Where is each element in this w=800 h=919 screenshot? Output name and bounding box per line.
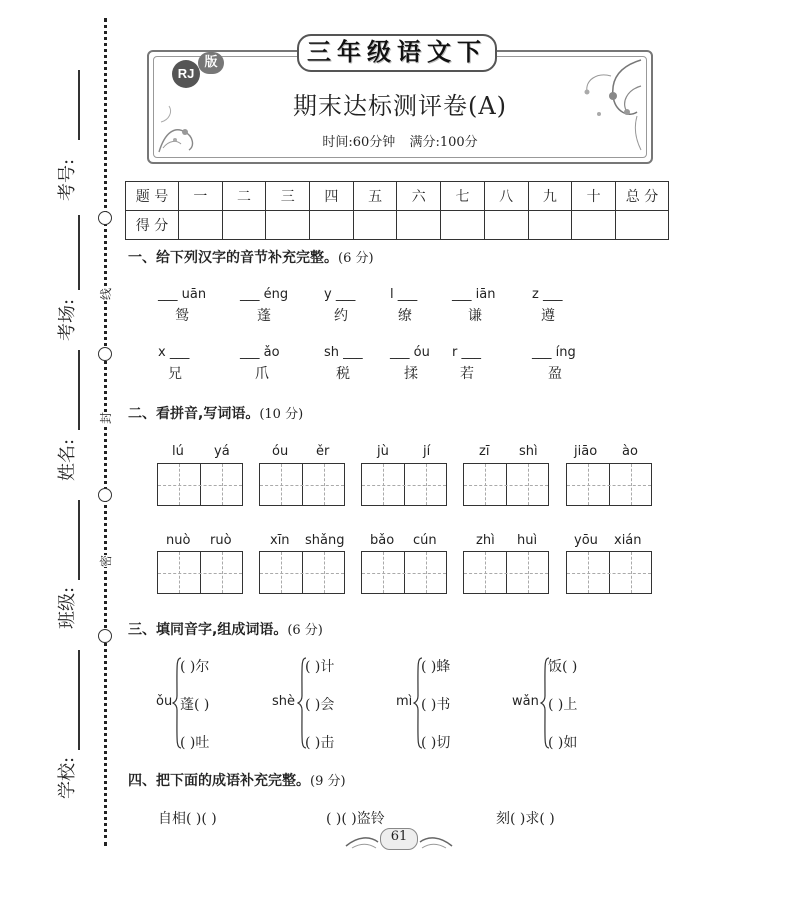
score-cell[interactable] — [222, 211, 266, 240]
question-1-text: 一、给下列汉字的音节补充完整。 — [128, 250, 338, 266]
score-table — [125, 181, 669, 240]
table-cell: 七 — [441, 182, 485, 211]
table-cell: 总 分 — [616, 182, 669, 211]
table-cell: 九 — [528, 182, 572, 211]
floral-ornament-right-icon — [541, 56, 645, 156]
exam-room-line[interactable] — [78, 215, 80, 290]
q2-pinyin: jù — [377, 444, 389, 459]
exam-number-label: 考号: — [57, 158, 78, 201]
seal-char-feng: 封 — [99, 411, 114, 425]
q1-character: 若 — [460, 366, 474, 382]
q2-writing-box[interactable] — [361, 463, 447, 506]
question-1-points: (6 分) — [338, 251, 374, 266]
q3-blank[interactable]: ( )上 — [548, 697, 578, 713]
q1-character: 揉 — [404, 366, 418, 382]
question-4-points: (9 分) — [310, 774, 346, 789]
q2-pinyin: huì — [517, 533, 538, 548]
question-2-points: (10 分) — [259, 407, 304, 422]
q2-pinyin: yá — [214, 444, 230, 459]
q3-blank[interactable]: ( )吐 — [180, 735, 210, 751]
q2-pinyin: zī — [479, 444, 490, 459]
q2-writing-box[interactable] — [463, 463, 549, 506]
q3-blank[interactable]: 蓬( ) — [180, 697, 210, 713]
q2-pinyin: óu — [272, 444, 289, 459]
q1-pinyin-blank[interactable]: z ___ — [532, 287, 563, 302]
q4-idiom-blank[interactable]: ( )( )盗铃 — [326, 811, 385, 827]
q1-pinyin-blank[interactable]: ___ iān — [452, 287, 496, 302]
score-cell[interactable] — [484, 211, 528, 240]
q2-writing-box[interactable] — [157, 463, 243, 506]
class-line[interactable] — [78, 500, 80, 580]
q3-blank[interactable]: ( )如 — [548, 735, 578, 751]
student-name-line[interactable] — [78, 350, 80, 430]
q2-pinyin: bǎo — [370, 533, 395, 548]
q2-writing-box[interactable] — [566, 551, 652, 594]
seal-dotted-line — [104, 18, 107, 846]
q2-pinyin: nuò — [166, 533, 191, 548]
q3-blank[interactable]: ( )切 — [421, 735, 451, 751]
q1-character: 约 — [334, 308, 348, 324]
q2-pinyin: jí — [423, 444, 431, 459]
q2-pinyin: shǎng — [305, 533, 345, 548]
q3-blank[interactable]: ( )书 — [421, 697, 451, 713]
q2-pinyin: cún — [413, 533, 437, 548]
score-cell[interactable] — [616, 211, 669, 240]
q4-idiom-blank[interactable]: 自相( )( ) — [158, 811, 217, 827]
score-cell[interactable] — [572, 211, 616, 240]
score-cell[interactable] — [310, 211, 354, 240]
exam-title: 期末达标测评卷(A) — [292, 92, 508, 120]
q1-character: 蓬 — [257, 308, 271, 324]
q1-pinyin-blank[interactable]: x ___ — [158, 345, 190, 360]
q1-pinyin-blank[interactable]: ___ uān — [158, 287, 207, 302]
class-label: 班级: — [57, 586, 78, 629]
question-4-text: 四、把下面的成语补充完整。 — [128, 773, 310, 789]
q1-character: 鸳 — [175, 308, 189, 324]
exam-full-score: 满分:100分 — [409, 135, 478, 150]
question-2-title — [128, 403, 303, 423]
table-cell: 三 — [266, 182, 310, 211]
q1-pinyin-blank[interactable]: l ___ — [390, 287, 418, 302]
q2-pinyin: jiāo — [574, 444, 598, 459]
score-cell[interactable] — [528, 211, 572, 240]
edition-badge-ver: 版 — [198, 52, 224, 74]
score-table-header-row — [126, 182, 669, 211]
table-cell: 二 — [222, 182, 266, 211]
binding-ring — [98, 488, 112, 502]
q1-pinyin-blank[interactable]: ___ ǎo — [240, 345, 280, 360]
score-cell[interactable] — [353, 211, 397, 240]
seal-char-line: 线 — [99, 287, 114, 301]
table-cell: 得 分 — [126, 211, 179, 240]
q3-group-pinyin: ǒu — [156, 694, 173, 709]
exam-number-line[interactable] — [78, 70, 80, 140]
question-4-title — [128, 770, 346, 790]
q1-character: 盈 — [548, 366, 562, 382]
q2-pinyin: xīn — [270, 533, 290, 548]
q1-pinyin-blank[interactable]: r ___ — [452, 345, 481, 360]
q1-pinyin-blank[interactable]: ___ íng — [532, 345, 576, 360]
q2-writing-box[interactable] — [361, 551, 447, 594]
exam-meta — [250, 131, 550, 150]
q1-pinyin-blank[interactable]: sh ___ — [324, 345, 363, 360]
q1-character: 遵 — [541, 308, 555, 324]
q2-writing-box[interactable] — [157, 551, 243, 594]
school-line[interactable] — [78, 650, 80, 750]
q3-group-pinyin: mì — [396, 694, 413, 709]
score-table-score-row — [126, 211, 669, 240]
table-cell: 四 — [310, 182, 354, 211]
q3-blank[interactable]: ( )尔 — [180, 659, 210, 675]
school-label: 学校: — [57, 756, 78, 799]
table-cell: 题 号 — [126, 182, 179, 211]
binding-ring — [98, 629, 112, 643]
table-cell: 一 — [179, 182, 223, 211]
binding-ring — [98, 211, 112, 225]
q2-writing-box[interactable] — [566, 463, 652, 506]
q2-writing-box[interactable] — [259, 551, 345, 594]
floral-ornament-left-icon — [155, 92, 215, 156]
question-3-points: (6 分) — [287, 623, 323, 638]
table-cell: 八 — [484, 182, 528, 211]
q3-blank[interactable]: 饭( ) — [548, 659, 578, 675]
table-cell: 六 — [397, 182, 441, 211]
q3-blank[interactable]: ( )计 — [305, 659, 335, 675]
q3-group-pinyin: wǎn — [512, 694, 539, 709]
q3-blank[interactable]: ( )会 — [305, 697, 335, 713]
q2-pinyin: shì — [519, 444, 538, 459]
q1-pinyin-blank[interactable]: ___ éng — [240, 287, 289, 302]
question-3-text: 三、填同音字,组成词语。 — [128, 622, 288, 638]
q2-pinyin: yōu — [574, 533, 598, 548]
question-2-text: 二、看拼音,写词语。 — [128, 406, 260, 422]
q2-pinyin: lú — [172, 444, 184, 459]
q1-pinyin-blank[interactable]: y ___ — [324, 287, 356, 302]
table-cell: 十 — [572, 182, 616, 211]
student-name-label: 姓名: — [57, 438, 78, 481]
question-3-title — [128, 619, 323, 639]
exam-room-label: 考场: — [57, 298, 78, 341]
q2-writing-box[interactable] — [259, 463, 345, 506]
question-1-title — [128, 247, 374, 267]
q2-writing-box[interactable] — [463, 551, 549, 594]
q2-pinyin: ruò — [210, 533, 232, 548]
binding-ring — [98, 347, 112, 361]
q2-pinyin: ào — [622, 444, 638, 459]
score-cell[interactable] — [266, 211, 310, 240]
q3-blank[interactable]: ( )击 — [305, 735, 335, 751]
page-number: 61 — [380, 828, 418, 850]
seal-char-mi: 密 — [99, 554, 114, 568]
table-cell: 五 — [353, 182, 397, 211]
score-cell[interactable] — [441, 211, 485, 240]
exam-time: 时间:60分钟 — [322, 135, 396, 150]
q1-character: 谦 — [468, 308, 482, 324]
q1-character: 税 — [336, 366, 350, 382]
score-cell[interactable] — [179, 211, 223, 240]
q1-character: 缭 — [398, 308, 412, 324]
score-cell[interactable] — [397, 211, 441, 240]
q1-pinyin-blank[interactable]: ___ óu — [390, 345, 430, 360]
q3-blank[interactable]: ( )蜂 — [421, 659, 451, 675]
q3-group-pinyin: shè — [272, 694, 296, 709]
edition-badge-rj: RJ — [172, 60, 200, 88]
grade-subject-banner: 三年级语文下 — [297, 34, 497, 72]
q2-pinyin: zhì — [476, 533, 495, 548]
q2-pinyin: xián — [614, 533, 642, 548]
q4-idiom-blank[interactable]: 刻( )求( ) — [496, 811, 555, 827]
q2-pinyin: ěr — [316, 444, 330, 459]
q1-character: 爪 — [255, 366, 269, 382]
q1-character: 兄 — [168, 366, 182, 382]
